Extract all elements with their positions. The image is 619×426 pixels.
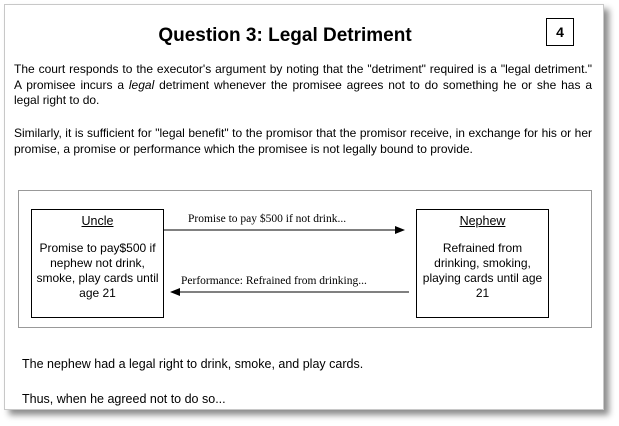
exchange-diagram (18, 190, 592, 328)
arrows-layer (19, 191, 591, 327)
nephew-description: Refrained from drinking, smoking, playing cards until age 21 (422, 241, 543, 300)
paragraph-text: The court responds to the executor's argument by noting that the "detriment" required is a "legal detriment." A promisee incurs a (14, 62, 592, 92)
nephew-label: Nephew (459, 214, 506, 228)
performance-arrow-label: Performance: Refrained from drinking... (181, 275, 367, 287)
promise-arrow-label: Promise to pay $500 if not drink... (188, 213, 347, 225)
uncle-label: Uncle (81, 214, 114, 228)
slide-title: Question 3: Legal Detriment (158, 25, 412, 46)
bottom-text-legal-right: The nephew had a legal right to drink, smoke, and play cards. (22, 357, 364, 371)
paragraph-legal-benefit: Similarly, it is sufficient for "legal benefit" to the promisor that the promisor receive, in exchange for his or her promise, a promise or performance which the promisee is not legally bound to provide. (14, 126, 592, 156)
uncle-description: Promise to pay$500 if nephew not drink, smoke, play cards until age 21 (36, 241, 159, 300)
page-number-box: 4 (546, 18, 574, 46)
emphasis-legal: legal (128, 77, 155, 92)
paragraph-text: detriment whenever the promisee agrees not to do something he or she has a legal right to do. (14, 77, 593, 107)
paragraph-legal-detriment (14, 62, 592, 109)
slide (4, 4, 604, 410)
bottom-text-conclusion: Thus, when he agreed not to do so... (22, 392, 226, 406)
